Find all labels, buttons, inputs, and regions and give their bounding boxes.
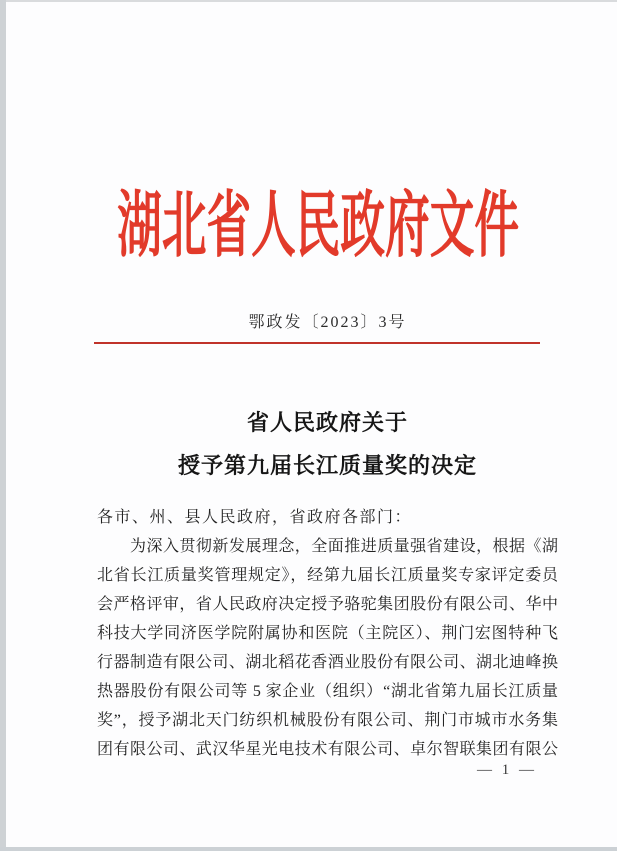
document-title-line-2: 授予第九届长江质量奖的决定 [177,453,477,478]
body-line: 会严格评审，省人民政府决定授予骆驼集团股份有限公司、华中 [97,596,558,613]
body-line: 奖”，授予湖北天门纺织机械股份有限公司、荆门市城市水务集 [97,712,558,729]
header-divider-rule [94,342,540,344]
scan-edge-top [0,0,617,2]
scan-edge-left [0,0,6,851]
salutation-line: 各市、州、县人民政府，省政府各部门： [97,509,413,526]
body-line: 团有限公司、武汉华星光电技术有限公司、卓尔智联集团有限公 [97,741,558,758]
body-line: 为深入贯彻新发展理念，全面推进质量强省建设，根据《湖 [130,538,558,555]
scan-edge-bottom [0,847,617,851]
body-line: 热器股份有限公司等 5 家企业（组织）“湖北省第九届长江质量 [97,683,558,700]
body-line: 科技大学同济医学院附属协和医院（主院区）、荆门宏图特种飞 [97,625,558,642]
body-line: 行器制造有限公司、湖北稻花香酒业股份有限公司、湖北迪峰换 [97,654,558,671]
document-body [97,503,558,764]
document-title-line-1: 省人民政府关于 [246,410,408,435]
page-number: — 1 — [477,762,537,778]
body-line: 北省长江质量奖管理规定》，经第九届长江质量奖专家评定委员 [97,567,558,584]
document-header-title: 湖北省人民政府文件 [117,186,519,266]
document-number: 鄂政发〔2023〕3号 [248,314,407,331]
